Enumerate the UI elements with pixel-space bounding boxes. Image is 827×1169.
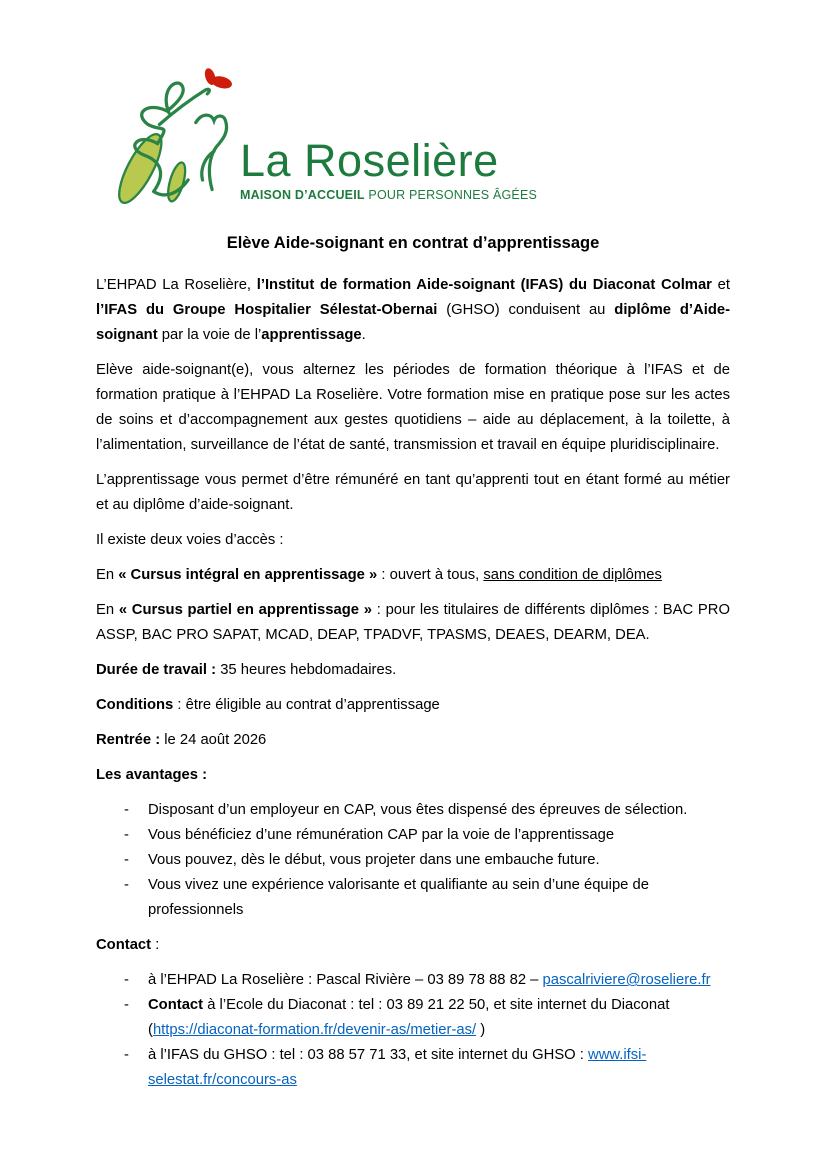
contact-list bbox=[124, 968, 730, 1093]
text-segment: Durée de travail : bbox=[96, 662, 217, 678]
hyperlink[interactable]: www.ifsi-selestat.fr/concours-as bbox=[148, 1047, 647, 1088]
text-segment: Disposant d’un employeur en CAP, vous êtes dispensé des épreuves de sélection. bbox=[148, 802, 688, 818]
bullet-text bbox=[148, 993, 730, 1043]
text-segment: En bbox=[96, 567, 119, 583]
hyperlink[interactable]: pascalriviere@roseliere.fr bbox=[542, 972, 711, 988]
document-body bbox=[96, 273, 730, 1093]
alternance-paragraph bbox=[96, 358, 730, 458]
text-segment: Rentrée : bbox=[96, 732, 161, 748]
bullet-item bbox=[124, 968, 730, 993]
bullet-item bbox=[124, 798, 730, 823]
rentree-line bbox=[96, 728, 730, 753]
bullet-text bbox=[148, 873, 730, 923]
text-segment: Il existe deux voies d’accès : bbox=[96, 532, 284, 548]
text-segment: par la voie de l’ bbox=[157, 327, 262, 343]
text-segment: à l’EHPAD La Roselière : Pascal Rivière – 03 89 78 88 82 – bbox=[148, 972, 543, 988]
avantages-list bbox=[124, 798, 730, 923]
text-segment: Vous pouvez, dès le début, vous projeter dans une embauche future. bbox=[148, 852, 600, 868]
text-segment: : ouvert à tous, bbox=[377, 567, 484, 583]
text-segment: à l’Ecole du Diaconat : tel : 03 89 21 22 50, et site internet du Diaconat ( bbox=[148, 997, 670, 1038]
conditions-line bbox=[96, 693, 730, 718]
bullet-marker: - bbox=[124, 802, 129, 818]
bullet-text bbox=[148, 848, 730, 873]
text-segment: : bbox=[151, 937, 160, 953]
text-segment: : pour les titulaires de différents diplômes : BAC PRO ASSP, BAC PRO SAPAT, MCAD, DEAP, TPADVF, TPASMS, DEAES, DEARM, DEA. bbox=[96, 602, 730, 643]
bullet-item bbox=[124, 823, 730, 848]
tagline-bold: MAISON D’ACCUEIL bbox=[240, 188, 365, 202]
text-segment: (GHSO) conduisent au bbox=[437, 302, 615, 318]
text-segment: « Cursus partiel en apprentissage » bbox=[118, 602, 372, 618]
contact-heading bbox=[96, 933, 730, 958]
duree-travail-line bbox=[96, 658, 730, 683]
bullet-text bbox=[148, 823, 730, 848]
logo-wordmark bbox=[240, 135, 538, 210]
brand-name: La Roselière bbox=[240, 135, 499, 186]
bullet-marker: - bbox=[124, 877, 129, 893]
remuneration-paragraph bbox=[96, 468, 730, 518]
bullet-marker: - bbox=[124, 852, 129, 868]
hyperlink[interactable]: https://diaconat-formation.fr/devenir-as/metier-as/ bbox=[152, 1022, 477, 1038]
bullet-marker: - bbox=[124, 827, 129, 843]
text-segment: : être éligible au contrat d’apprentissage bbox=[173, 697, 440, 713]
text-segment: En bbox=[96, 602, 119, 618]
voies-acces-paragraph bbox=[96, 528, 730, 553]
bullet-marker: - bbox=[124, 1047, 129, 1063]
bullet-text bbox=[148, 798, 730, 823]
bullet-item bbox=[124, 993, 730, 1043]
roseliere-logo bbox=[102, 60, 730, 210]
text-segment: et bbox=[711, 277, 730, 293]
page-title: Elève Aide-soignant en contrat d’apprentissage bbox=[226, 234, 600, 252]
tagline-rest: POUR PERSONNES ÂGÉES bbox=[364, 188, 538, 202]
text-segment: sans condition de diplômes bbox=[483, 567, 662, 583]
text-segment: . bbox=[361, 327, 366, 343]
text-segment: Contact bbox=[148, 997, 204, 1013]
avantages-heading bbox=[96, 763, 730, 788]
bullet-text bbox=[148, 1043, 730, 1093]
text-segment: Elève aide-soignant(e), vous alternez les périodes de formation théorique à l’IFAS et de formation pratique à l’EHPAD La Roselière. Votre formation mise en pratique pose sur les actes de soins et d’accompagnement aux gestes quotidiens – aide au déplacement, à la toilette, à l’alimentation, surveillance de l’état de santé, transmission et travail en équipe pluridisciplinaire. bbox=[96, 362, 730, 453]
text-segment: Vous bénéficiez d’une rémunération CAP par la voie de l’apprentissage bbox=[148, 827, 615, 843]
text-segment: L’EHPAD La Roselière, bbox=[96, 277, 257, 293]
bullet-marker: - bbox=[124, 997, 129, 1013]
text-segment: L’apprentissage vous permet d’être rémunéré en tant qu’apprenti tout en étant formé au métier et au diplôme d’aide-soignant. bbox=[96, 472, 730, 513]
text-segment: diplôme d’Aide-soignant bbox=[96, 302, 731, 343]
text-segment: à l’IFAS du GHSO : tel : 03 88 57 71 33, et site internet du GHSO : bbox=[148, 1047, 589, 1063]
text-segment: l’IFAS du Groupe Hospitalier Sélestat-Obernai bbox=[96, 302, 438, 318]
bullet-item bbox=[124, 1043, 730, 1093]
text-segment: Contact bbox=[96, 937, 152, 953]
text-segment: apprentissage bbox=[261, 327, 362, 343]
text-segment: le 24 août 2026 bbox=[160, 732, 267, 748]
text-segment: Vous vivez une expérience valorisante et qualifiante au sein d’une équipe de professionnels bbox=[148, 877, 649, 918]
text-segment: « Cursus intégral en apprentissage » bbox=[118, 567, 378, 583]
bullet-marker: - bbox=[124, 972, 129, 988]
text-segment: 35 heures hebdomadaires. bbox=[216, 662, 397, 678]
bullet-item bbox=[124, 873, 730, 923]
butterfly-icon bbox=[203, 67, 233, 91]
bird-strokes bbox=[196, 115, 227, 189]
intro-paragraph bbox=[96, 273, 730, 348]
logo-tagline bbox=[240, 188, 537, 202]
cursus-integral-paragraph bbox=[96, 563, 730, 588]
bullet-text bbox=[148, 968, 730, 993]
text-segment: Les avantages : bbox=[96, 767, 208, 783]
text-segment: Conditions bbox=[96, 697, 174, 713]
roseliere-figure-icon bbox=[102, 60, 236, 210]
cursus-partiel-paragraph bbox=[96, 598, 730, 648]
bullet-item bbox=[124, 848, 730, 873]
text-segment: ) bbox=[476, 1022, 486, 1038]
text-segment: l’Institut de formation Aide-soignant (IFAS) du Diaconat Colmar bbox=[256, 277, 712, 293]
